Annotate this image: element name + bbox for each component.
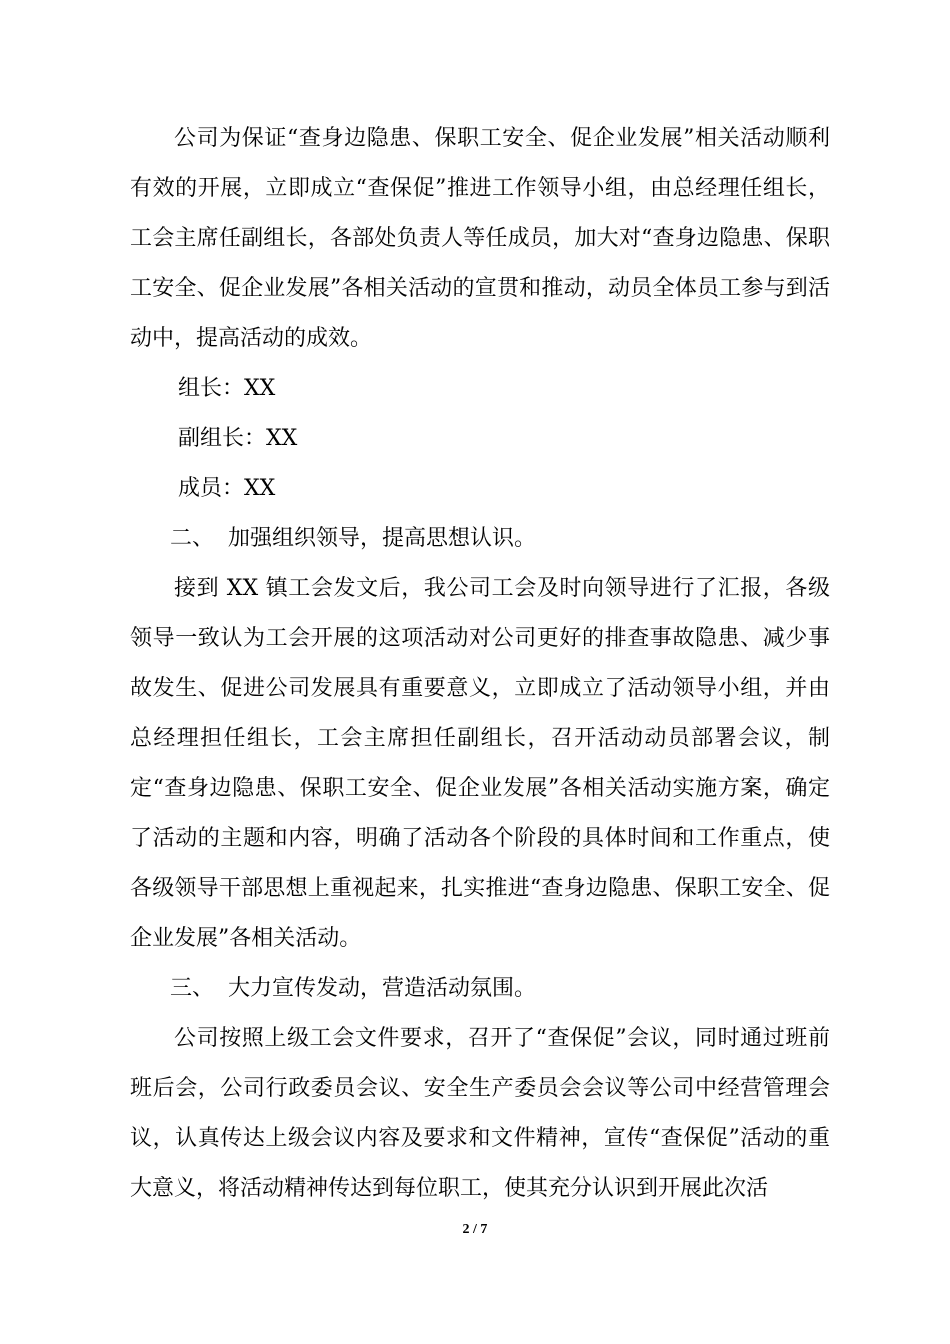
paragraph-publicity: 公司按照上级工会文件要求，召开了“查保促”会议，同时通过班前班后会，公司行政委员会议、安全生产委员会会议等公司中经营管理会议，认真传达上级会议内容及要求和文件精神，宣传“查保促”活动的重大意义，将活动精神传达到每位职工，使其充分认识到开展此次活 [130, 1026, 830, 1201]
section-heading-3 [130, 964, 830, 1014]
section-title: 大力宣传发动，营造活动氛围。 [228, 976, 537, 1001]
paragraph-organization: 接到 XX 镇工会发文后，我公司工会及时向领导进行了汇报，各级领导一致认为工会开展的这项活动对公司更好的排查事故隐患、减少事故发生、促进公司发展具有重要意义，立即成立了活动领导小组，并由总经理担任组长，工会主席担任副组长，召开活动动员部署会议，制定“查身边隐患、保职工安全、促企业发展”各相关活动实施方案，确定了活动的主题和内容，明确了活动各个阶段的具体时间和工作重点，使各级领导干部思想上重视起来，扎实推进“查身边隐患、保职工安全、促企业发展”各相关活动。 [130, 576, 830, 951]
member-deputy: 副组长：XX [178, 426, 298, 451]
member-leader: 组长：XX [178, 376, 276, 401]
page-number: 2 / 7 [462, 1222, 488, 1237]
paragraph-leadership-group: 公司为保证“查身边隐患、保职工安全、促企业发展”相关活动顺利有效的开展，立即成立“查保促”推进工作领导小组，由总经理任组长，工会主席任副组长，各部处负责人等任成员，加大对“查身边隐患、保职工安全、促企业发展”各相关活动的宣贯和推动，动员全体员工参与到活动中，提高活动的成效。 [130, 126, 830, 351]
document-body [130, 114, 830, 1214]
section-heading-2 [130, 514, 830, 564]
section-number: 三、 [170, 976, 215, 1001]
member-members: 成员：XX [178, 476, 276, 501]
section-number: 二、 [170, 526, 215, 551]
section-title: 加强组织领导，提高思想认识。 [228, 526, 537, 551]
